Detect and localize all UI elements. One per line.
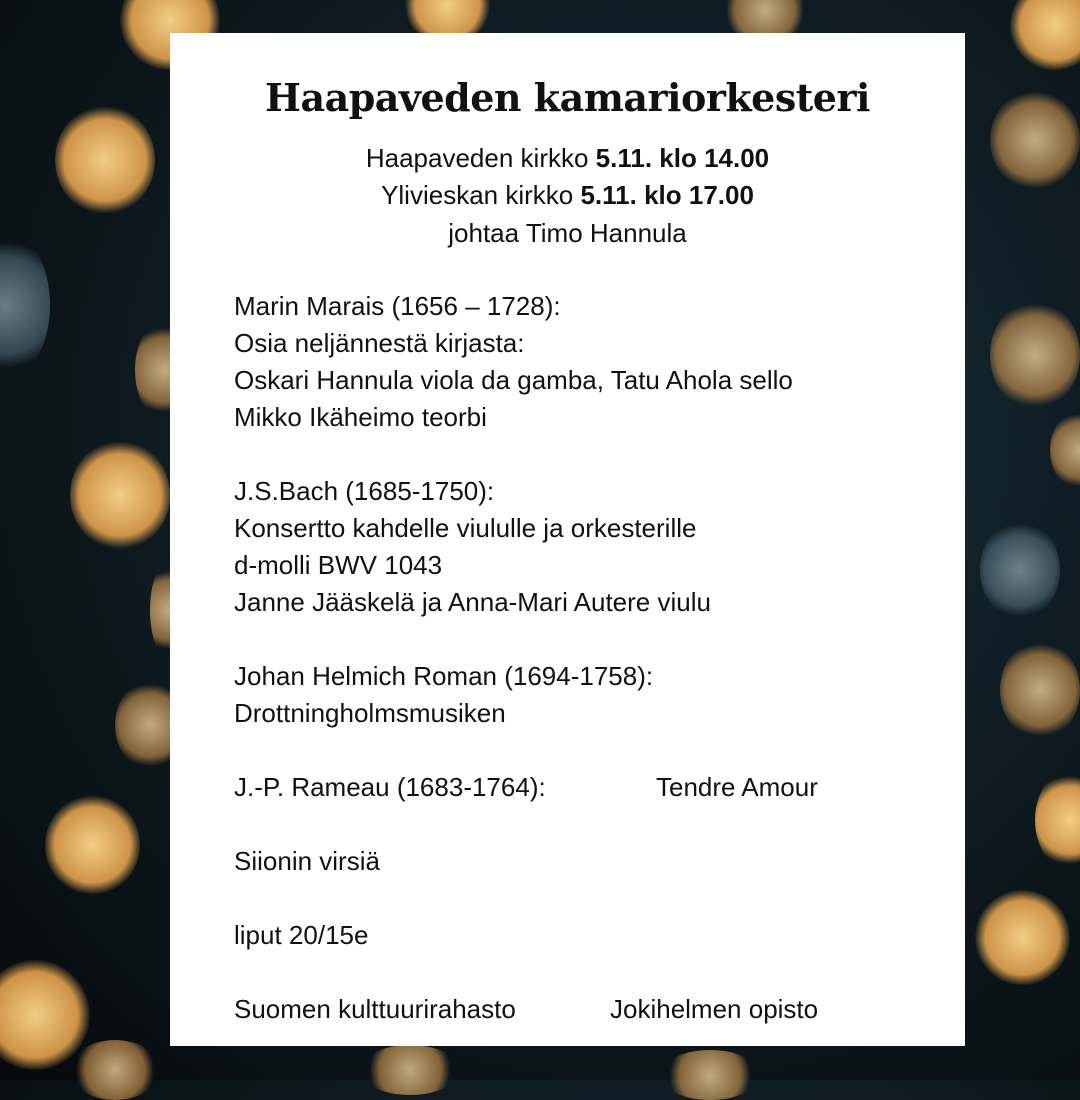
sponsor-1: Suomen kulttuurirahasto bbox=[234, 994, 516, 1024]
concert-poster bbox=[170, 33, 965, 1046]
bach-performers: Janne Jääskelä ja Anna-Mari Autere viulu bbox=[234, 587, 711, 617]
bach-work-key: d-molli BWV 1043 bbox=[234, 550, 443, 580]
rameau-work: Tendre Amour bbox=[656, 772, 818, 802]
venue-line-1 bbox=[170, 143, 965, 174]
venue-place: Ylivieskan kirkko bbox=[381, 180, 581, 210]
rameau-composer: J.-P. Rameau (1683-1764): bbox=[234, 772, 546, 802]
sponsor-2: Jokihelmen opisto bbox=[610, 994, 819, 1024]
venue-time: 5.11. klo 14.00 bbox=[595, 143, 770, 173]
marais-composer: Marin Marais (1656 – 1728): bbox=[234, 291, 561, 321]
venue-time: 5.11. klo 17.00 bbox=[580, 180, 754, 210]
bach-composer: J.S.Bach (1685-1750): bbox=[234, 476, 495, 506]
conductor: johtaa Timo Hannula bbox=[448, 218, 687, 248]
venue-line-2 bbox=[170, 180, 965, 211]
venue-place: Haapaveden kirkko bbox=[365, 143, 596, 173]
ticket-prices: liput 20/15e bbox=[234, 920, 369, 950]
poster-title: Haapaveden kamariorkesteri bbox=[265, 75, 870, 120]
marais-performers: Oskari Hannula viola da gamba, Tatu Ahola sello bbox=[234, 365, 793, 395]
marais-performers-2: Mikko Ikäheimo teorbi bbox=[234, 402, 487, 432]
bach-work: Konsertto kahdelle viululle ja orkesterille bbox=[234, 513, 697, 543]
marais-work: Osia neljännestä kirjasta: bbox=[234, 328, 525, 358]
hymns: Siionin virsiä bbox=[234, 846, 380, 876]
roman-work: Drottningholmsmusiken bbox=[234, 698, 506, 728]
roman-composer: Johan Helmich Roman (1694-1758): bbox=[234, 661, 654, 691]
